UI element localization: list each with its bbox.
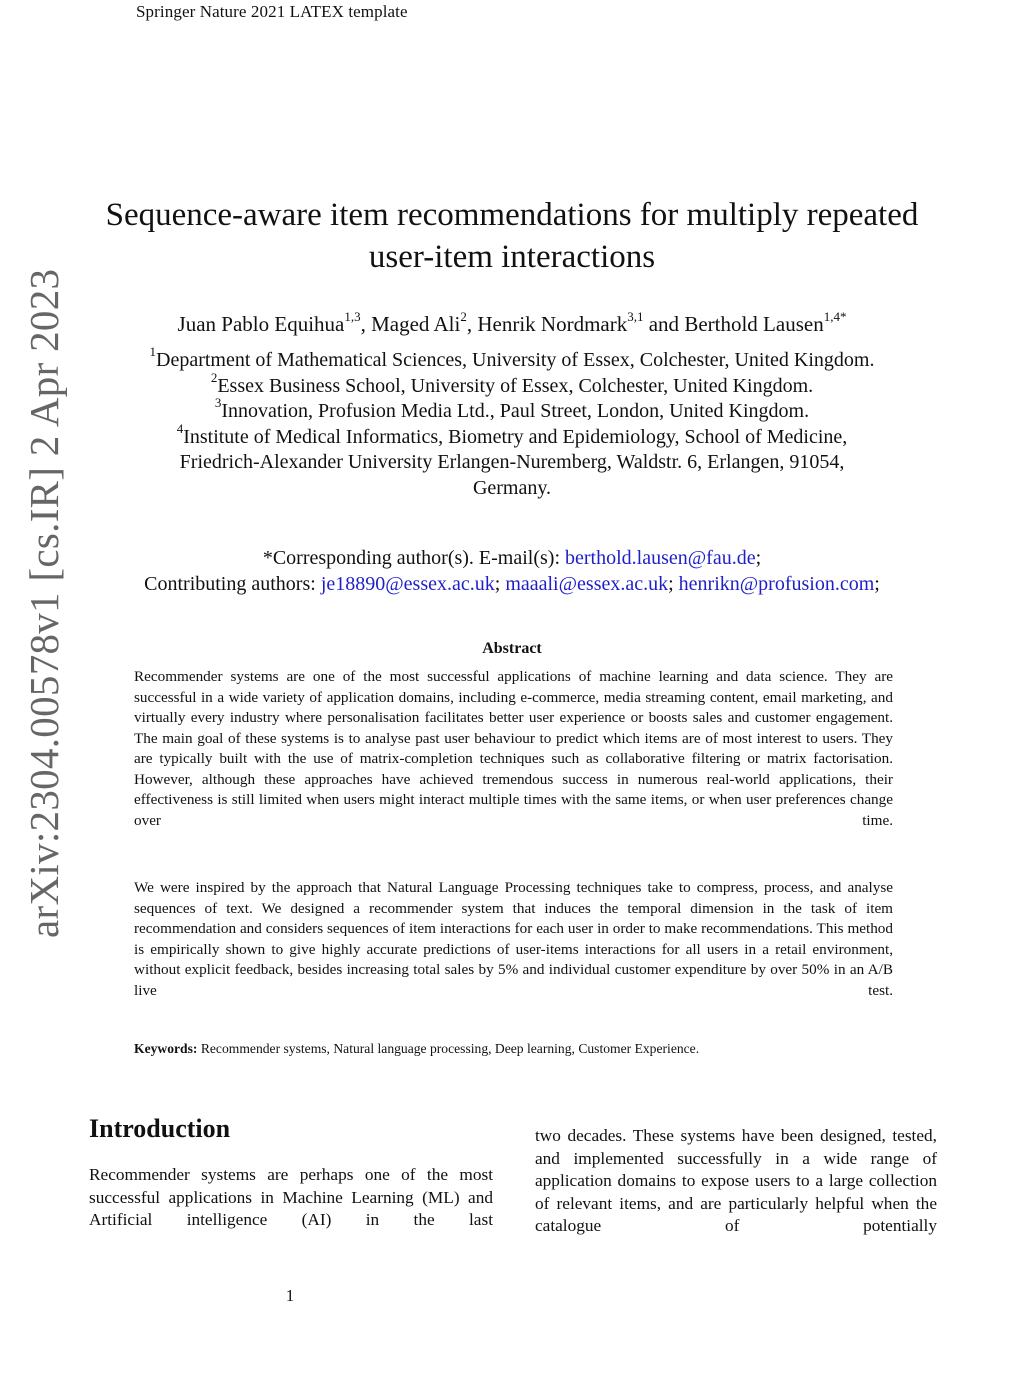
affiliation-line: $^1$Department of Mathematical Sciences, University of Essex, Colchester, United Kingdom. <box>149 344 875 371</box>
author-separator: , <box>360 312 372 336</box>
affiliation-line: $^2$Essex Business School, University of Essex, Colchester, United Kingdom. <box>210 369 814 397</box>
abstract-paragraph-2: We were inspired by the approach that Natural Language Processing techniques take to compress, process, and analyse sequences of text. We designed a recommender system that induces the temporal dimension in the task of item recommendation and considers sequences of item interactions for each user in order to make recommendations. This method is empirically shown to give highly accurate predictions of user-items interactions for all users in a retail environment, without explicit feedback, besides increasing total sales by 5% and individual customer expenditure by over 50% in an A/B live test. <box>134 879 893 999</box>
abstract-heading: Abstract <box>482 640 542 657</box>
contact-block <box>0 546 1024 597</box>
introduction-heading: Introduction <box>89 1114 231 1143</box>
title-line-1: Sequence-aware item recommendations for multiply repeated <box>105 197 919 233</box>
affiliation-line: $^3$Innovation, Profusion Media Ltd., Paul Street, London, United Kingdom. <box>214 395 810 422</box>
author-name: Maged Ali <box>371 312 461 336</box>
author-name: Berthold Lausen <box>684 312 824 336</box>
corresponding-email-link[interactable]: berthold.lausen@fau.de <box>565 547 756 569</box>
author-name: Juan Pablo Equihua <box>177 312 345 336</box>
author-affiliation-sup: 1,4* <box>823 309 847 324</box>
keywords-line <box>134 1040 894 1058</box>
introduction-left-column: Recommender systems are perhaps one of the most successful applications in Machine Learning (ML) and Artificial intelligence (AI) in the last <box>89 1165 493 1229</box>
affiliation-line: Friedrich-Alexander University Erlangen-Nuremberg, Waldstr. 6, Erlangen, 91054, <box>179 451 845 473</box>
contributing-authors-line: Contributing authors: je18890@essex.ac.uk; maaali@essex.ac.uk; henrikn@profusion.com; <box>144 572 880 595</box>
corresponding-author-line: *Corresponding author(s). E-mail(s): berthold.lausen@fau.de; <box>262 547 762 569</box>
title-line-2: user-item interactions <box>368 239 656 275</box>
author-affiliation-sup: 1,3 <box>344 309 361 324</box>
affiliation-sup: 1 <box>149 344 157 360</box>
contributing-email-link[interactable]: maaali@essex.ac.uk <box>505 572 669 595</box>
running-header: Springer Nature 2021 LATEX template <box>136 2 408 21</box>
author-affiliation-sup: 2 <box>460 309 467 324</box>
paper-title <box>0 194 1024 278</box>
affiliation-list <box>0 344 1024 501</box>
affiliation-sup: 2 <box>210 369 218 385</box>
affiliation-line: Germany. <box>472 476 552 499</box>
keywords-text: Recommender systems, Natural language processing, Deep learning, Customer Experience. <box>197 1041 700 1056</box>
affiliation-sup: 4 <box>176 420 184 436</box>
page-number: 1 <box>285 1286 295 1305</box>
keywords-label: Keywords: <box>134 1041 198 1056</box>
author-separator: and <box>643 312 685 336</box>
contributing-email-link[interactable]: je18890@essex.ac.uk <box>320 572 495 595</box>
abstract-paragraph-1: Recommender systems are one of the most successful applications of machine learning and data science. They are successful in a wide variety of application domains, including e-commerce, media streaming content, email marketing, and virtually every industry where personalisation facilitates better user experience or boosts sales and customer engagement. The main goal of these systems is to analyse past user behaviour to predict which items are of most interest to users. They are typically built with the use of matrix-completion techniques such as collaborative filtering or matrix factorisation. However, although these approaches have achieved tremendous success in numerous real-world applications, their effectiveness is still limited when users might interact multiple times with the same items, or when user preferences change over time. <box>134 668 893 829</box>
author-list <box>0 309 1024 339</box>
author-affiliation-sup: 3,1 <box>627 309 644 324</box>
author-name: Henrik Nordmark <box>477 312 628 336</box>
affiliation-sup: 3 <box>214 395 222 411</box>
affiliation-line: $^4$Institute of Medical Informatics, Biometry and Epidemiology, School of Medicine, <box>176 420 848 448</box>
author-separator: , <box>466 312 478 336</box>
contributing-email-link[interactable]: henrikn@profusion.com <box>678 572 875 595</box>
arxiv-sidebar-stamp: arXiv:2304.00578v1 [cs.IR] 2 Apr 2023 <box>21 268 67 938</box>
introduction-right-column: two decades. These systems have been designed, tested, and implemented successfully in a wide range of application domains to expose users to a large collection of relevant items, and are particularly helpful when the catalogue of potentially <box>535 1126 937 1235</box>
